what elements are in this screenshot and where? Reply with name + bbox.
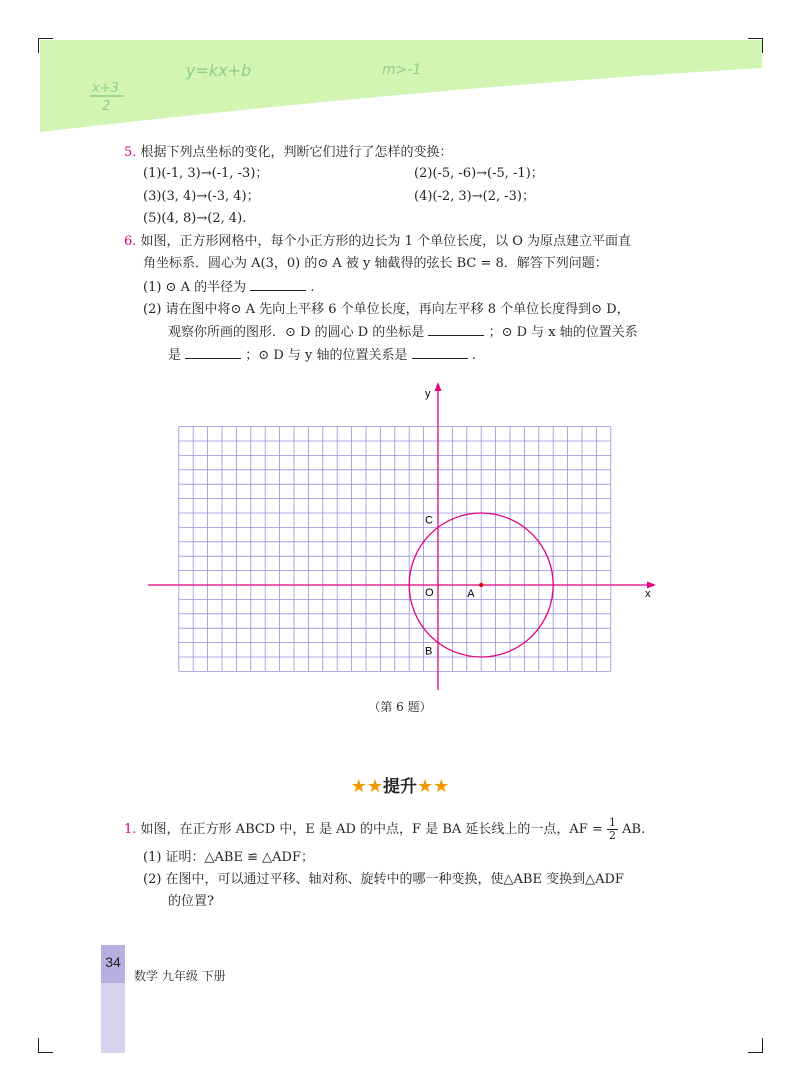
coordinate-grid-figure bbox=[0, 380, 800, 692]
fraction-denominator: 2 bbox=[609, 829, 616, 842]
q6-part2-line2 bbox=[168, 322, 638, 343]
figure-caption: （第 6 题） bbox=[368, 700, 432, 714]
fraction-numerator: 1 bbox=[609, 816, 616, 829]
q6-number: 6. bbox=[124, 234, 137, 249]
q6-part1-text: (1) ⊙ A 的半径为 bbox=[143, 280, 247, 295]
q6-part2-line3c: . bbox=[471, 348, 476, 363]
book-title: 数学 九年级 下册 bbox=[134, 969, 226, 983]
q5-item-1: (1)(-1, 3)→(-1, -3)； bbox=[143, 166, 269, 181]
answer-blank-x-axis-relation[interactable] bbox=[185, 345, 241, 359]
banner-fraction-numerator: x+3 bbox=[92, 81, 119, 96]
q6-part1 bbox=[143, 277, 315, 298]
page-number: 34 bbox=[105, 954, 121, 970]
q6-part2-line1: (2) 请在图中将⊙ A 先向上平移 6 个单位长度，再向左平移 8 个单位长度得到⊙ D， bbox=[143, 302, 630, 317]
grid-lines bbox=[179, 427, 611, 672]
star-icon-right: ★★ bbox=[417, 776, 450, 797]
section-title: 提升 bbox=[383, 777, 417, 797]
q5-item-5: (5)(4, 8)→(2, 4). bbox=[143, 211, 247, 226]
star-icon-left: ★★ bbox=[350, 776, 383, 797]
banner-formula-inequality: m>-1 bbox=[382, 62, 422, 78]
point-b-label: B bbox=[425, 645, 433, 658]
q6-part2-line3 bbox=[168, 345, 476, 366]
y-axis-arrow bbox=[435, 382, 442, 391]
x-axis-label: x bbox=[645, 588, 651, 600]
page-tab bbox=[101, 945, 125, 1053]
origin-label: O bbox=[425, 587, 434, 599]
q6-part2-line3b: ；⊙ D 与 y 轴的位置关系是 bbox=[245, 348, 408, 363]
p1-stem bbox=[124, 816, 645, 844]
p1-part2-line2: 的位置? bbox=[168, 894, 214, 909]
answer-blank-y-axis-relation[interactable] bbox=[412, 345, 468, 359]
q6-part2-line3a: 是 bbox=[168, 348, 182, 363]
q5-stem-text: 根据下列点坐标的变化，判断它们进行了怎样的变换： bbox=[140, 145, 453, 160]
banner-fraction-denominator: 2 bbox=[102, 99, 111, 114]
section-heading bbox=[0, 772, 800, 797]
q6-part2-line2a: 观察你所画的图形．⊙ D 的圆心 D 的坐标是 bbox=[168, 325, 425, 340]
q6-stem-line1 bbox=[124, 232, 631, 252]
page-number-block bbox=[101, 945, 125, 983]
p1-number: 1. bbox=[124, 822, 137, 837]
y-axis-label: y bbox=[425, 388, 431, 400]
crop-mark-bottom-left bbox=[38, 1038, 53, 1053]
fraction-one-half bbox=[607, 817, 618, 842]
q5-number: 5. bbox=[124, 145, 137, 160]
q5-stem bbox=[124, 143, 453, 163]
q6-stem-line1-text: 如图，正方形网格中，每个小正方形的边长为 1 个单位长度，以 O 为原点建立平面直 bbox=[140, 234, 632, 249]
p1-part2-line1: (2) 在图中，可以通过平移、轴对称、旋转中的哪一种变换，使△ABE 变换到△ADF bbox=[143, 872, 624, 887]
center-point-a bbox=[479, 583, 483, 587]
q5-item-4: (4)(-2, 3)→(2, -3)； bbox=[414, 189, 535, 204]
p1-stem-a: 如图，在正方形 ABCD 中，E 是 AD 的中点，F 是 BA 延长线上的一点，AF = bbox=[140, 822, 603, 837]
crop-mark-bottom-right bbox=[748, 1038, 763, 1053]
answer-blank-radius[interactable] bbox=[250, 277, 306, 291]
p1-part1: (1) 证明：△ABE ≌ △ADF； bbox=[143, 850, 314, 865]
point-c-label: C bbox=[425, 514, 433, 527]
q6-stem-line2: 角坐标系．圆心为 A(3，0) 的⊙ A 被 y 轴截得的弦长 BC = 8．解答下列问题： bbox=[143, 256, 608, 271]
banner-formula-line: y=kx+b bbox=[186, 61, 252, 80]
q6-part1-end: . bbox=[310, 280, 315, 295]
q5-item-3: (3)(3, 4)→(-3, 4)； bbox=[143, 189, 260, 204]
q6-part2-line2b: ；⊙ D 与 x 轴的位置关系 bbox=[488, 325, 638, 340]
q5-item-2: (2)(-5, -6)→(-5, -1)； bbox=[414, 166, 544, 181]
answer-blank-center-d[interactable] bbox=[428, 322, 484, 336]
point-a-label: A bbox=[467, 588, 475, 600]
p1-stem-b: AB. bbox=[622, 822, 646, 837]
header-banner bbox=[0, 0, 800, 140]
